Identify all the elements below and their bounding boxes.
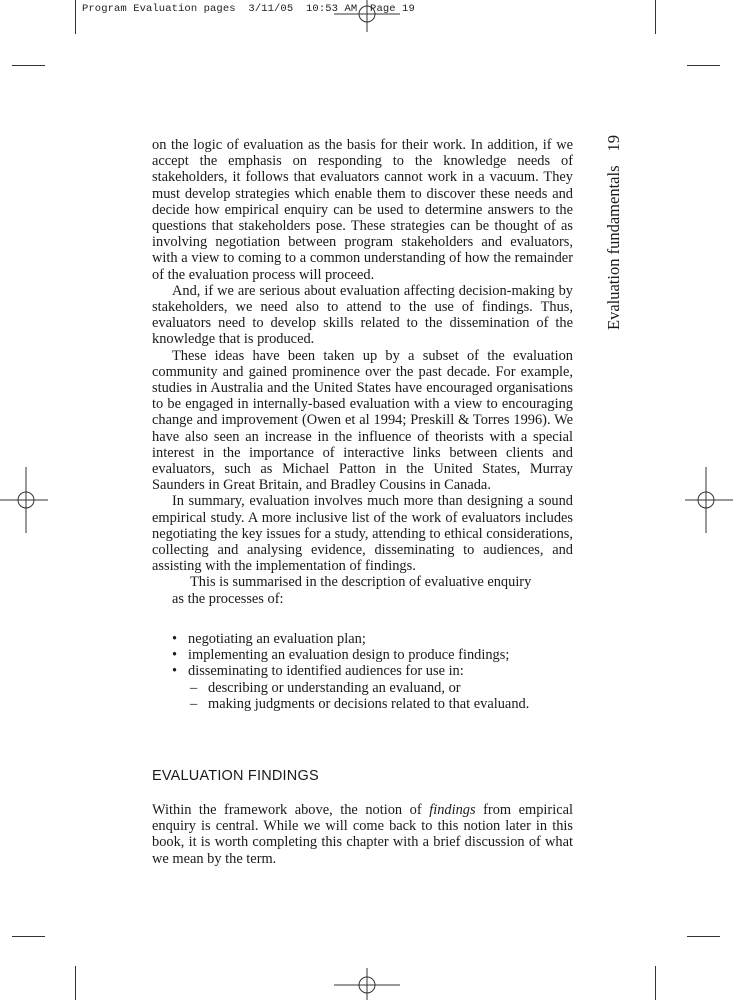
bullet-icon: • (172, 663, 178, 680)
running-head (604, 135, 624, 330)
section-text (152, 802, 573, 867)
crop-mark-top-right-h (687, 65, 720, 66)
crop-mark-bottom-right-v (655, 966, 656, 1000)
dash-icon: – (190, 679, 198, 696)
crop-mark-top-left-h (12, 65, 45, 66)
crop-mark-bottom-left-h (12, 936, 45, 937)
crop-mark-top-right-v (655, 0, 656, 34)
paragraph-4: In summary, evaluation involves much more than designing a sound empirical study. A more inclusive list of the work of evaluators includes negotiating the key issues for a study, attending to ethical considerations, collecting and analysing evidence, disseminating to audiences, and assisting with the implementation of findings. (152, 493, 573, 575)
paragraph-5 (172, 574, 573, 606)
emphasis-findings: findings (429, 802, 476, 818)
paragraph-5-line-2: as the processes of: (172, 590, 284, 607)
crop-mark-top-left-v (75, 0, 76, 34)
list-item: • negotiating an evaluation plan; (172, 630, 366, 647)
list-item: • implementing an evaluation design to produce findings; (172, 647, 510, 664)
printer-slug: Program Evaluation pages 3/11/05 10:53 AM Page 19 (82, 3, 415, 15)
section-heading: EVALUATION FINDINGS (152, 768, 319, 784)
bullet-icon: • (172, 647, 178, 664)
body-text (152, 137, 573, 712)
registration-mark-right-icon (685, 467, 733, 533)
sub-list-item: – making judgments or decisions related to that evaluand. (190, 695, 530, 712)
registration-mark-bottom-icon (334, 968, 400, 1000)
paragraph-5-line-1: This is summarised in the description of evaluative enquiry (190, 574, 532, 591)
running-head-title: Evaluation fundamentals (604, 165, 623, 330)
crop-mark-bottom-left-v (75, 966, 76, 1000)
list-item: • disseminating to identified audiences for use in: (172, 663, 464, 680)
bullet-icon: • (172, 630, 178, 647)
section-paragraph-1: Within the framework above, the notion of findings from empirical enquiry is central. While we will come back to this notion later in this book, it is worth completing this chapter with a brief discussion of what we mean by the term. (152, 802, 573, 867)
dash-icon: – (190, 695, 198, 712)
paragraph-2: And, if we are serious about evaluation affecting decision-making by stakeholders, we need also to attend to the use of findings. Thus, evaluators need to develop skills related to the dissemination of the knowledge that is produced. (152, 282, 573, 348)
page-number: 19 (604, 135, 623, 152)
process-list (152, 631, 573, 712)
registration-mark-left-icon (0, 467, 48, 533)
paragraph-3: These ideas have been taken up by a subset of the evaluation community and gained prominence over the past decade. For example, studies in Australia and the United States have encouraged organisations to be engaged in internally-based evaluation with a view to encouraging change and improvement (Owen et al 1994; Preskill & Torres 1996). We have also seen an increase in the influence of theorists with a special interest in the importance of interactive links between clients and evaluators, such as Michael Patton in the United States, Murray Saunders in Great Britain, and Bradley Cousins in Canada. (152, 347, 573, 494)
crop-mark-bottom-right-h (687, 936, 720, 937)
sub-list-item: – describing or understanding an evaluand, or (190, 679, 461, 696)
paragraph-1: on the logic of evaluation as the basis for their work. In addition, if we accept the emphasis on responding to the knowledge needs of stakeholders, it follows that evaluators cannot work in a vacuum. They must develop strategies which enable them to discover these needs and decide how empirical enquiry can be used to determine answers to the questions that stakeholders pose. These strategies can be thought of as involving negotiation between program stakeholders and evaluators, with a view to coming to a common understanding of how the remainder of the evaluation process will proceed. (152, 137, 573, 283)
